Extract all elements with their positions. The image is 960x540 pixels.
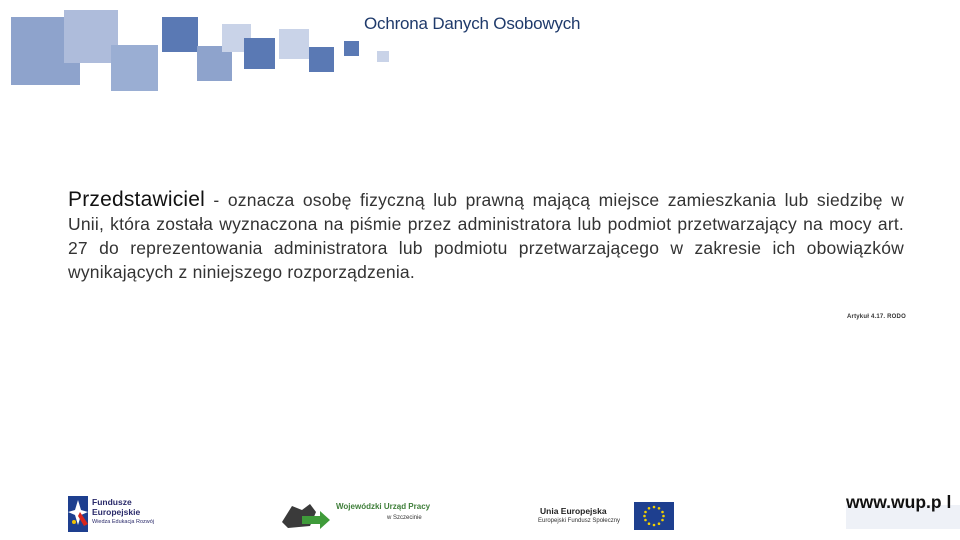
- website-link[interactable]: www.wup.p l: [846, 492, 952, 512]
- fe-title: [92, 498, 140, 517]
- decor-square: [244, 38, 275, 69]
- wup-name: Wojewódzki Urząd Pracy: [336, 502, 431, 511]
- decor-square: [162, 17, 198, 52]
- ue-name: Unia Europejska: [540, 506, 607, 516]
- wup-city: w Szczecinie: [387, 515, 422, 521]
- decor-square: [377, 51, 389, 62]
- decor-square: [64, 10, 118, 63]
- defined-term: Przedstawiciel: [68, 188, 206, 211]
- fe-star-icon: [66, 494, 90, 534]
- ue-subtitle: Europejski Fundusz Społeczny: [538, 518, 621, 524]
- wup-arrow-icon: [280, 500, 332, 530]
- slide-title: Ochrona Danych Osobowych: [364, 14, 581, 33]
- decor-square: [279, 29, 309, 59]
- decor-square: [111, 45, 158, 91]
- definition-text: - oznacza osobę fizyczną lub prawną mającą miejsce zamieszkania lub siedzibę w Unii, która została wyznaczona na piśmie przez administratora lub podmiot przetwarzający na mocy art. 27 do reprezentowania administratora lub podmiotu przetwarzającego w zakresie ich obowiązków wynikających z niniejszego rozporządzenia.: [68, 190, 904, 282]
- citation: Artykuł 4.17. RODO: [847, 314, 906, 320]
- fe-subtitle: Wiedza Edukacja Rozwój: [92, 519, 155, 525]
- eu-flag-icon: [634, 502, 674, 530]
- logo-wup: [280, 498, 440, 532]
- decor-square: [309, 47, 334, 72]
- fe-line2: Europejskie: [92, 506, 141, 517]
- decor-square: [344, 41, 359, 56]
- definition-paragraph: [68, 188, 904, 284]
- logo-fundusze-europejskie: [66, 494, 178, 534]
- logo-unia-europejska: [536, 500, 676, 532]
- fe-line1: Fundusze: [92, 497, 132, 507]
